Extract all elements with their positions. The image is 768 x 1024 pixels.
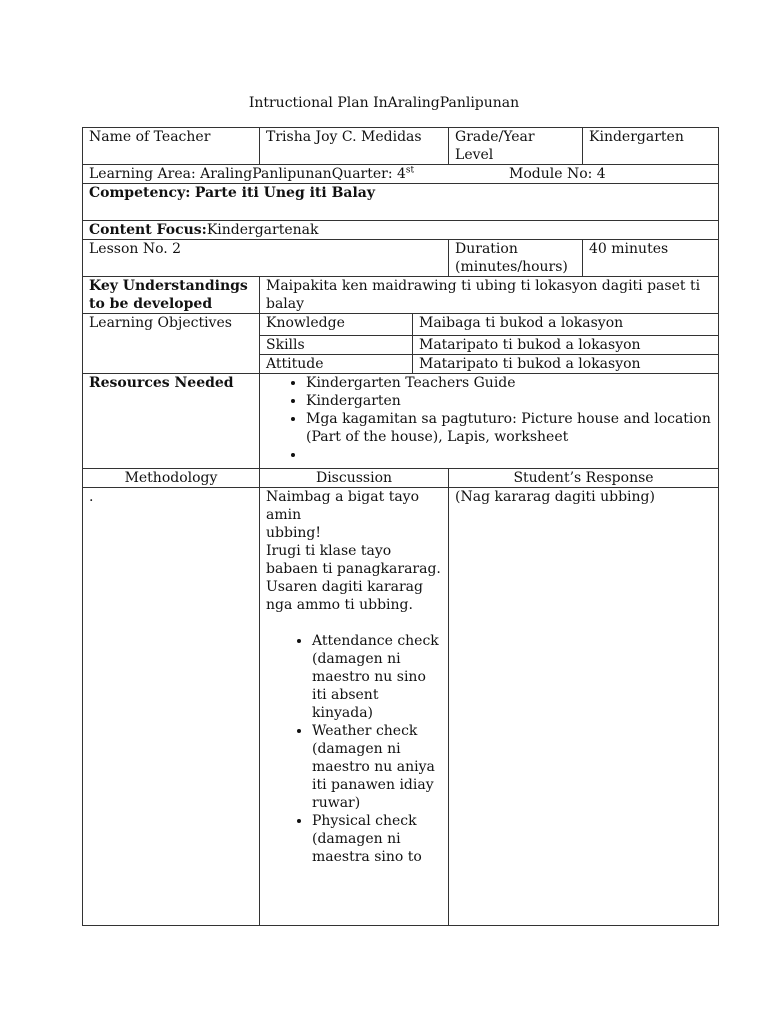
- resources-row: [83, 374, 719, 469]
- key-understandings-value: Maipakita ken maidrawing ti ubing ti lokasyon dagiti paset ti balay: [260, 277, 719, 314]
- objective-domain: Attitude: [260, 355, 413, 374]
- quarter-superscript: st: [405, 165, 415, 176]
- teacher-label: Name of Teacher: [83, 128, 260, 165]
- discussion-line: Usaren dagiti kararag nga ammo ti ubbing.: [266, 579, 423, 613]
- instructional-plan-table: [82, 127, 719, 926]
- methodology-body-row: [83, 488, 719, 926]
- discussion-checks-list: [266, 632, 442, 866]
- student-response-cell: (Nag kararag dagiti ubbing): [449, 488, 719, 926]
- teacher-name: Trisha Joy C. Medidas: [260, 128, 449, 165]
- content-focus-label: Content Focus:: [89, 222, 207, 238]
- objective-text: Mataripato ti bukod a lokasyon: [413, 355, 719, 374]
- module-number: Module No: 4: [509, 166, 606, 182]
- student-response-header: Student’s Response: [449, 469, 719, 488]
- resources-list: [260, 374, 712, 464]
- list-item: • Physical check (damagen ni maestra sino to: [312, 812, 442, 866]
- list-item: • Mga kagamitan sa pagtuturo: Picture house and location (Part of the house), Lapis, worksheet: [306, 410, 712, 446]
- duration-value: 40 minutes: [583, 240, 719, 277]
- learning-objectives-label: Learning Objectives: [83, 314, 260, 374]
- discussion-cell: [260, 488, 449, 926]
- list-item: • Kindergarten Teachers Guide: [306, 374, 712, 392]
- list-item: • Weather check (damagen ni maestro nu aniya iti panawen idiay ruwar): [312, 722, 442, 812]
- key-understandings-row: [83, 277, 719, 314]
- methodology-cell: .: [83, 488, 260, 926]
- objective-text: Maibaga ti bukod a lokasyon: [413, 314, 719, 336]
- objective-row-knowledge: [83, 314, 719, 336]
- key-understandings-label: Key Understandings to be developed: [83, 277, 260, 314]
- objective-domain: Skills: [260, 336, 413, 355]
- learning-area-text: Learning Area: AralingPanlipunanQuarter: 4: [89, 166, 406, 182]
- document-title: Intructional Plan InAralingPanlipunan: [248, 95, 520, 111]
- learning-area-row: [83, 165, 719, 184]
- lesson-row: [83, 240, 719, 277]
- discussion-line: Irugi ti klase tayo babaen ti panagkararag.: [266, 543, 441, 577]
- teacher-row: [83, 128, 719, 165]
- competency-row: [83, 184, 719, 221]
- duration-label: Duration (minutes/hours): [449, 240, 583, 277]
- methodology-header: Methodology: [83, 469, 260, 488]
- lesson-number: Lesson No. 2: [83, 240, 449, 277]
- list-item: [306, 446, 712, 464]
- list-item: • Attendance check (damagen ni maestro nu sino iti absent kinyada): [312, 632, 442, 722]
- grade-value: Kindergarten: [583, 128, 719, 165]
- content-focus-row: [83, 221, 719, 240]
- list-item: • Kindergarten: [306, 392, 712, 410]
- grade-label: Grade/Year Level: [449, 128, 583, 165]
- methodology-header-row: [83, 469, 719, 488]
- discussion-line: Naimbag a bigat tayo amin: [266, 489, 420, 523]
- competency-value: Parte iti Uneg iti Balay: [194, 185, 376, 201]
- competency-label: Competency:: [89, 185, 191, 201]
- content-focus-value: Kindergartenak: [206, 222, 319, 238]
- resources-label: Resources Needed: [83, 374, 260, 469]
- discussion-header: Discussion: [260, 469, 449, 488]
- objective-text: Mataripato ti bukod a lokasyon: [413, 336, 719, 355]
- objective-domain: Knowledge: [260, 314, 413, 336]
- discussion-line: ubbing!: [266, 525, 322, 541]
